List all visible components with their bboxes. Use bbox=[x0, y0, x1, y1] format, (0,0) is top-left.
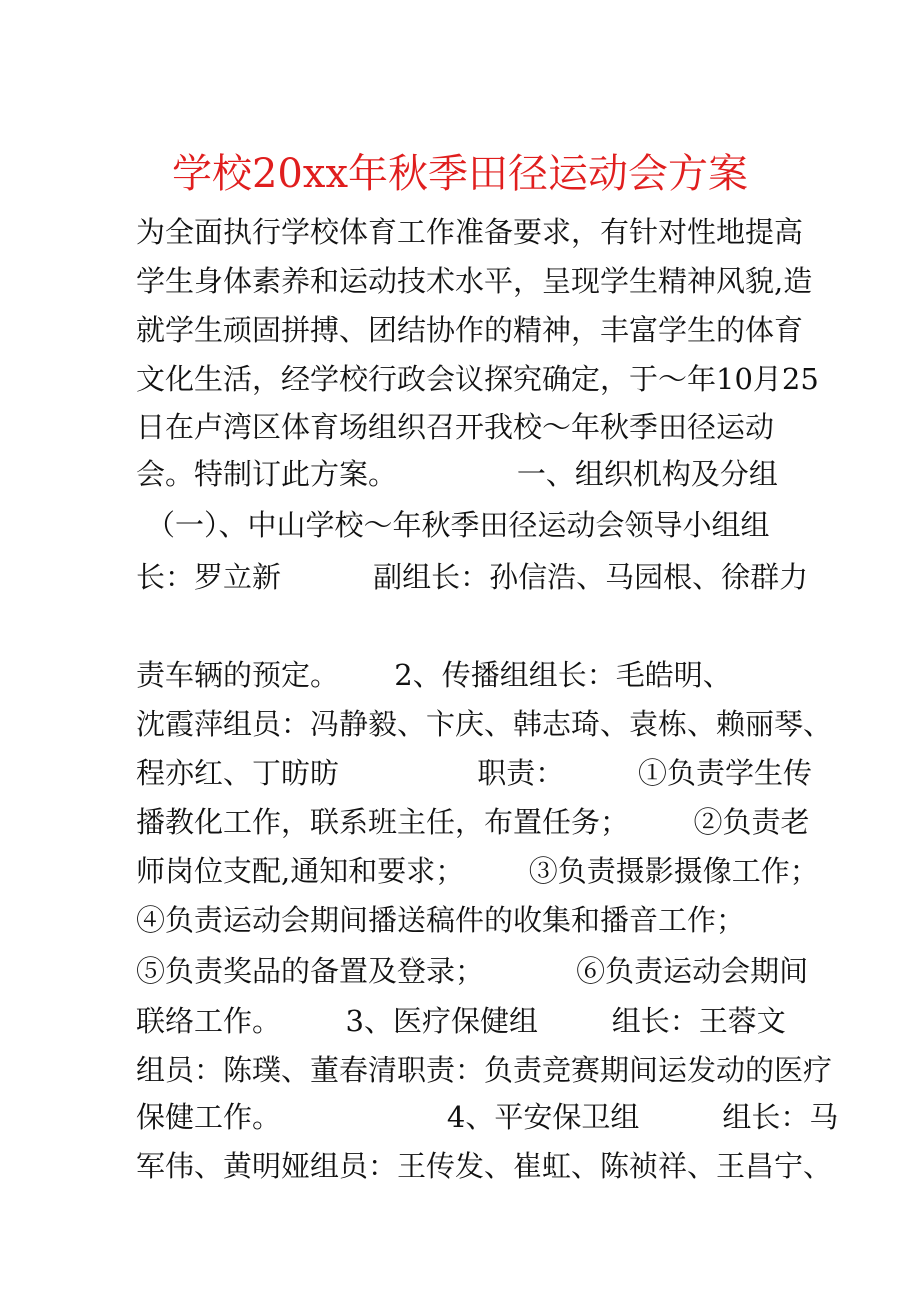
body-line: 为全面执行学校体育工作准备要求，有针对性地提高 bbox=[136, 215, 804, 249]
body-line: ⑤负责奖品的备置及登录； ⑥负责运动会期间 bbox=[136, 954, 809, 988]
body-line: ④负责运动会期间播送稿件的收集和播音工作； bbox=[136, 903, 746, 937]
body-line: 就学生顽固拼搏、团结协作的精神，丰富学生的体育 bbox=[136, 313, 804, 347]
body-line: 日在卢湾区体育场组织召开我校～年秋季田径运动 bbox=[136, 410, 775, 444]
body-line: 会。特制订此方案。 一、组织机构及分组 bbox=[136, 457, 778, 491]
page-title: 学校20xx年秋季田径运动会方案 bbox=[171, 151, 748, 197]
body-line: 保健工作。 4、平安保卫组 组长：马 bbox=[136, 1100, 839, 1134]
body-line: 长：罗立新 副组长：孙信浩、马园根、徐群力 bbox=[136, 560, 809, 594]
body-line: 播教化工作，联系班主任，布置任务； ②负责老 bbox=[136, 805, 810, 839]
body-line: 军伟、黄明娅组员：王传发、崔虹、陈祯祥、王昌宁、 bbox=[136, 1149, 833, 1183]
body-line: 文化生活，经学校行政会议探究确定，于～年10月25 bbox=[136, 362, 819, 396]
body-line: 学生身体素养和运动技术水平，呈现学生精神风貌,造 bbox=[136, 264, 813, 298]
body-line: （一）、中山学校～年秋季田径运动会领导小组组 bbox=[146, 508, 770, 542]
body-line: 程亦红、丁昉昉 职责： ①负责学生传 bbox=[136, 756, 813, 790]
body-line: 联络工作。 3、医疗保健组 组长：王蓉文 bbox=[136, 1004, 786, 1038]
body-line: 组员：陈璞、董春清职责：负责竞赛期间运发动的医疗 bbox=[136, 1053, 833, 1087]
body-line: 沈霞萍组员：冯静毅、卞庆、韩志琦、袁栋、赖丽琴、 bbox=[136, 707, 833, 741]
body-line: 责车辆的预定。 2、传播组组长：毛皓明、 bbox=[136, 658, 732, 692]
body-line: 师岗位支配,通知和要求； ③负责摄影摄像工作； bbox=[136, 854, 819, 888]
